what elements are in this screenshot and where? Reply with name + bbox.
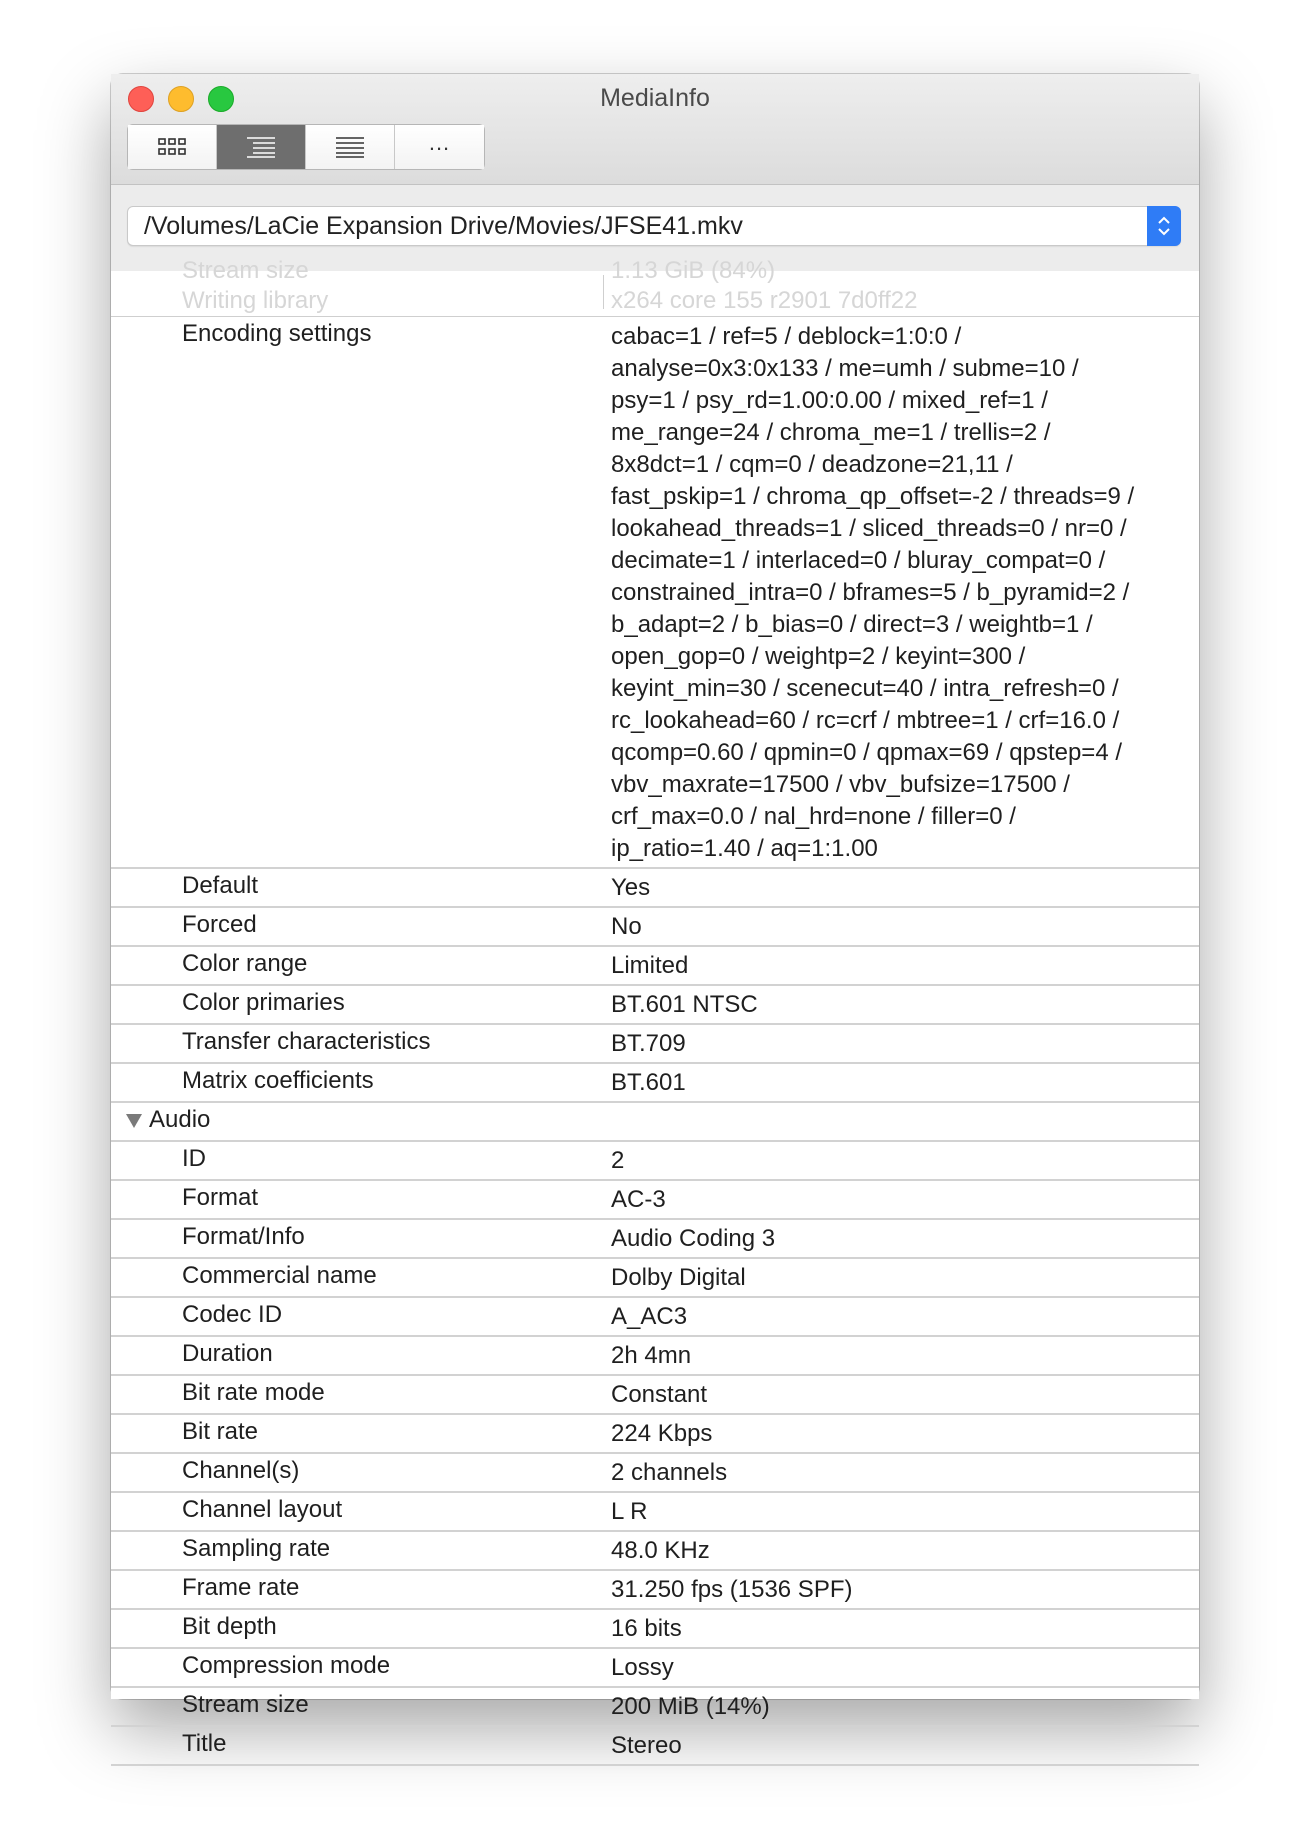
row-value: BT.601 xyxy=(611,1069,686,1096)
row-value: Lossy xyxy=(611,1654,674,1681)
window-title: MediaInfo xyxy=(600,84,710,112)
row-value: Audio Coding 3 xyxy=(611,1225,776,1252)
row-label: Default xyxy=(182,872,259,899)
row-value: Yes xyxy=(611,874,651,901)
titlebar xyxy=(111,74,1199,185)
row-label: Codec ID xyxy=(182,1301,283,1328)
scrolled-rows-fragment xyxy=(111,257,1199,317)
row-value: Constant xyxy=(611,1381,708,1408)
row-label: Channel(s) xyxy=(182,1457,300,1484)
table-row[interactable] xyxy=(111,1532,1199,1571)
table-row[interactable] xyxy=(111,1337,1199,1376)
row-value: 48.0 KHz xyxy=(611,1537,710,1564)
table-row[interactable] xyxy=(111,1649,1199,1688)
encoding-settings-line: open_gop=0 / weightp=2 / keyint=300 / xyxy=(611,643,1026,670)
row-value: 2 channels xyxy=(611,1459,728,1486)
row-label: Bit depth xyxy=(182,1613,277,1640)
encoding-settings-line: rc_lookahead=60 / rc=crf / mbtree=1 / crf=16.0 / xyxy=(611,707,1120,734)
row-label: Frame rate xyxy=(182,1574,300,1601)
row-value: BT.709 xyxy=(611,1030,686,1057)
row-value: Dolby Digital xyxy=(611,1264,746,1291)
row-value: 2h 4mn xyxy=(611,1342,692,1369)
row-value: 16 bits xyxy=(611,1615,682,1642)
table-row[interactable] xyxy=(111,1493,1199,1532)
row-value: L R xyxy=(611,1498,648,1525)
row-label: Matrix coefficients xyxy=(182,1067,374,1094)
table-row[interactable] xyxy=(111,1259,1199,1298)
disclosure-triangle-icon[interactable] xyxy=(126,1114,142,1128)
row-value: AC-3 xyxy=(611,1186,666,1213)
row-label: Compression mode xyxy=(182,1652,391,1679)
info-table xyxy=(111,257,1199,1759)
table-row[interactable] xyxy=(111,1454,1199,1493)
encoding-settings-line: lookahead_threads=1 / sliced_threads=0 / nr=0 / xyxy=(611,515,1127,542)
lines-icon xyxy=(335,136,365,158)
info-rows xyxy=(111,317,1199,1766)
row-label: ID xyxy=(182,1145,206,1172)
encoding-settings-line: constrained_intra=0 / bframes=5 / b_pyramid=2 / xyxy=(611,579,1130,606)
table-row[interactable] xyxy=(111,1727,1199,1766)
table-row[interactable] xyxy=(111,1571,1199,1610)
section-label: Audio xyxy=(149,1106,211,1133)
tree-view-button[interactable] xyxy=(217,125,306,169)
encoding-settings-line: 8x8dct=1 / cqm=0 / deadzone=21,11 / xyxy=(611,451,1013,478)
table-row[interactable] xyxy=(111,1415,1199,1454)
mediainfo-window xyxy=(111,74,1199,1759)
encoding-settings-line: me_range=24 / chroma_me=1 / trellis=2 / xyxy=(611,419,1051,446)
encoding-settings-line: analyse=0x3:0x133 / me=umh / subme=10 / xyxy=(611,355,1079,382)
table-row[interactable] xyxy=(111,1688,1199,1727)
encoding-settings-line: fast_pskip=1 / chroma_qp_offset=-2 / threads=9 / xyxy=(611,483,1135,510)
tree-list-icon xyxy=(246,136,276,158)
ghost-label-writing-library: Writing library xyxy=(182,287,329,314)
table-row[interactable] xyxy=(111,1298,1199,1337)
row-value: Stereo xyxy=(611,1732,682,1759)
row-label: Forced xyxy=(182,911,257,938)
table-row[interactable] xyxy=(111,1610,1199,1649)
encoding-settings-line: cabac=1 / ref=5 / deblock=1:0:0 / xyxy=(611,323,962,350)
ghost-value-stream-size: 1.13 GiB (84%) xyxy=(611,257,776,284)
section-header-audio[interactable] xyxy=(111,1103,1199,1142)
row-value: A_AC3 xyxy=(611,1303,688,1330)
row-label: Color primaries xyxy=(182,989,345,1016)
row-value: 224 Kbps xyxy=(611,1420,713,1447)
table-row[interactable] xyxy=(111,986,1199,1025)
file-path-popup[interactable] xyxy=(127,206,1181,246)
path-popup-stepper[interactable] xyxy=(1147,206,1181,246)
encoding-settings-line: keyint_min=30 / scenecut=40 / intra_refresh=0 / xyxy=(611,675,1119,702)
row-label: Commercial name xyxy=(182,1262,377,1289)
row-value: Limited xyxy=(611,952,689,979)
row-label: Title xyxy=(182,1730,227,1757)
chevron-up-down-icon xyxy=(1156,213,1172,239)
row-label: Format xyxy=(182,1184,259,1211)
encoding-settings-line: decimate=1 / interlaced=0 / bluray_compat=0 / xyxy=(611,547,1106,574)
row-label: Duration xyxy=(182,1340,273,1367)
table-row[interactable] xyxy=(111,1181,1199,1220)
table-row[interactable] xyxy=(111,1376,1199,1415)
file-path-value: /Volumes/LaCie Expansion Drive/Movies/JFSE41.mkv xyxy=(144,212,743,240)
text-view-button[interactable] xyxy=(306,125,395,169)
row-value: BT.601 NTSC xyxy=(611,991,758,1018)
encoding-settings-line: ip_ratio=1.40 / aq=1:1.00 xyxy=(611,835,878,862)
row-label: Stream size xyxy=(182,1691,309,1718)
encoding-settings-line: crf_max=0.0 / nal_hrd=none / filler=0 / xyxy=(611,803,1016,830)
more-view-button[interactable] xyxy=(395,125,484,169)
encoding-settings-line: qcomp=0.60 / qpmin=0 / qpmax=69 / qpstep=4 / xyxy=(611,739,1123,766)
table-row[interactable] xyxy=(111,908,1199,947)
row-label: Bit rate mode xyxy=(182,1379,325,1406)
encoding-settings-line: vbv_maxrate=17500 / vbv_bufsize=17500 / xyxy=(611,771,1070,798)
table-row[interactable] xyxy=(111,947,1199,986)
row-label: Channel layout xyxy=(182,1496,343,1523)
row-value: 200 MiB (14%) xyxy=(611,1693,770,1720)
encoding-settings-line: psy=1 / psy_rd=1.00:0.00 / mixed_ref=1 / xyxy=(611,387,1048,414)
row-value: 31.250 fps (1536 SPF) xyxy=(611,1576,853,1603)
row-value: 2 xyxy=(611,1147,625,1174)
row-label: Transfer characteristics xyxy=(182,1028,431,1055)
encoding-settings-line: b_adapt=2 / b_bias=0 / direct=3 / weightb=1 / xyxy=(611,611,1093,638)
row-label: Color range xyxy=(182,950,308,977)
view-mode-segmented-control xyxy=(127,124,485,170)
row-label: Sampling rate xyxy=(182,1535,331,1562)
table-row[interactable] xyxy=(111,1064,1199,1103)
table-row[interactable] xyxy=(111,869,1199,908)
table-row[interactable] xyxy=(111,1142,1199,1181)
row-label: Bit rate xyxy=(182,1418,259,1445)
encoding-settings-value xyxy=(611,317,1199,867)
grid-icon xyxy=(158,137,186,157)
table-row[interactable] xyxy=(111,1025,1199,1064)
grid-view-button[interactable] xyxy=(128,125,217,169)
column-divider xyxy=(603,275,604,309)
row-value: No xyxy=(611,913,642,940)
ghost-label-stream-size: Stream size xyxy=(182,257,309,284)
table-row[interactable] xyxy=(111,1220,1199,1259)
table-row-encoding-settings[interactable] xyxy=(111,317,1199,869)
more-view-label: ... xyxy=(428,130,451,155)
row-label: Format/Info xyxy=(182,1223,305,1250)
row-label: Encoding settings xyxy=(182,320,372,347)
ghost-value-writing-library: x264 core 155 r2901 7d0ff22 xyxy=(611,287,918,314)
